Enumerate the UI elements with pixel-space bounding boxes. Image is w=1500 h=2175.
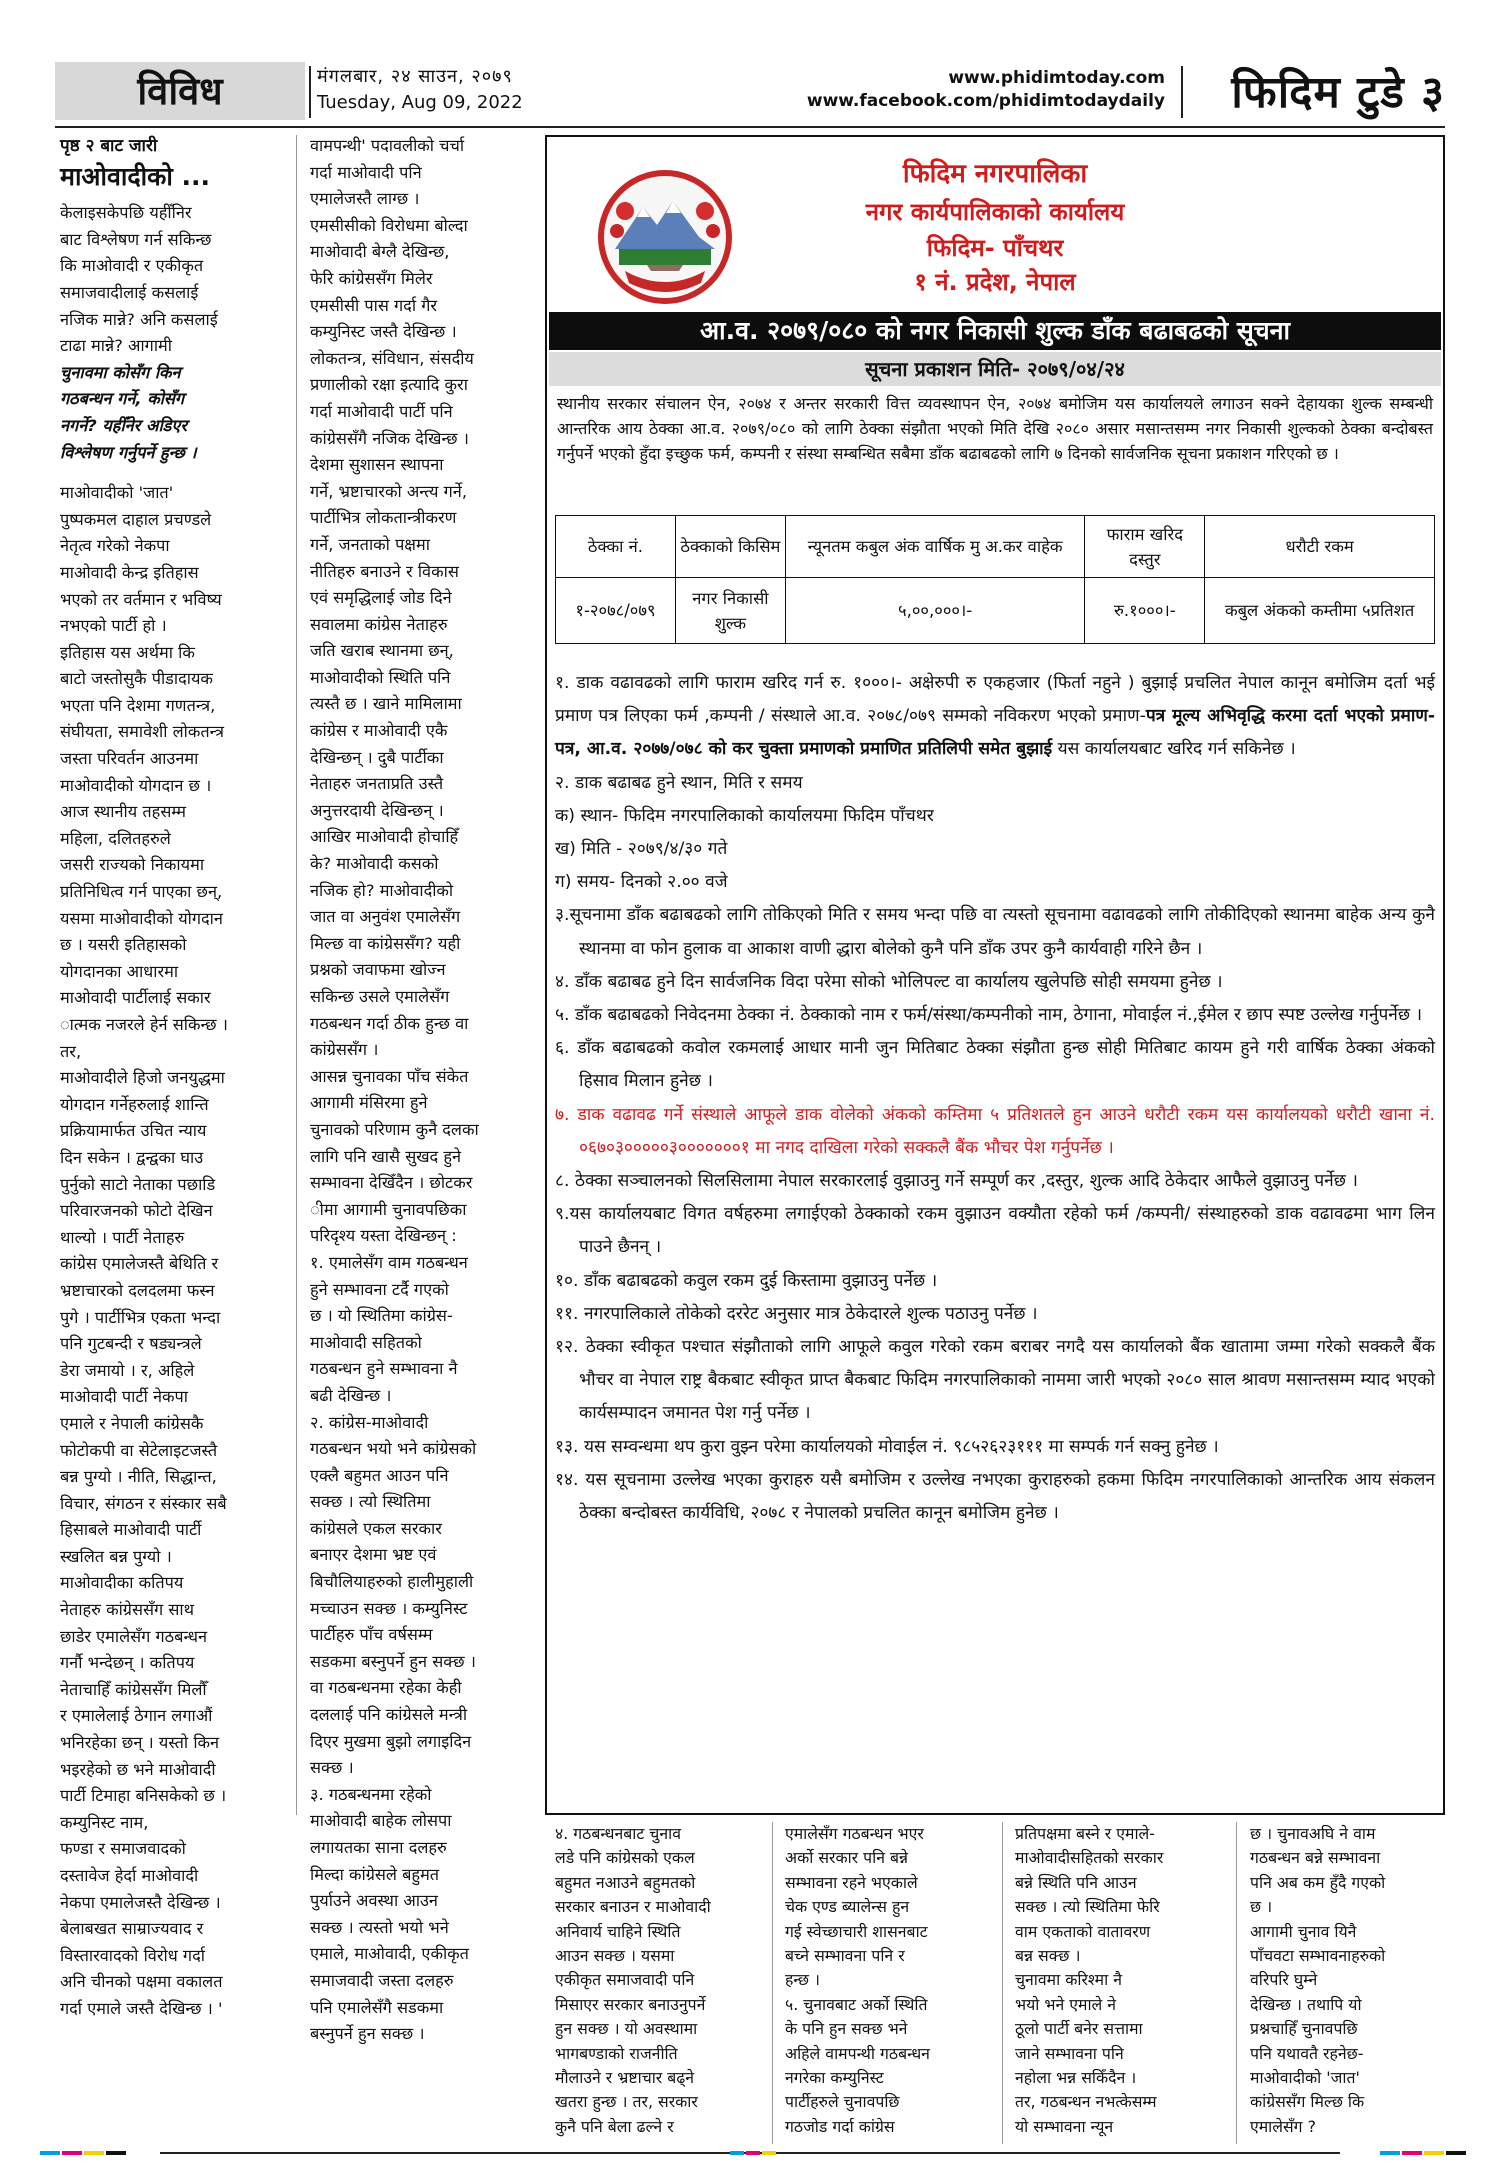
org-name: फिदिम नगरपालिका [902,159,1088,189]
condition-2c: ग) समय- दिनको २.०० वजे [555,872,728,893]
condition-8: ८. ठेक्का सञ्चालनको सिलसिलामा नेपाल सरकारलाई वुझाउनु गर्ने सम्पूर्ण कर ,दस्तुर, शुल्क आदि ठेकेदार आफैले वुझाउनु पर्नेछ । [555,1171,1358,1192]
condition-13: १३. यस सम्वन्धमा थप कुरा वुझ्न परेमा कार्यालयको मोवाईल नं. ९८५२६२३१११ मा सम्पर्क गर्न सक्नु हुनेछ । [555,1436,1219,1457]
article-paragraph: प्रतिपक्षमा बस्ने र एमाले- माओवादीसहितको सरकार बन्ने स्थिति पनि आउन सक्छ । त्यो स्थितिमा फेरि वाम एकताको वातावरण बन्न सक्छ । चुनावमा करिश्मा नै भयो भने एमाले ने ठूलो पार्टी बनेर सत्तामा जाने सम्भावना पनि नहोला भन्न सकिँदैन । तर, गठबन्धन नभत्केसम्म यो सम्भावना न्यून [1015,1824,1164,2136]
article-paragraph: छ । चुनावअघि ने वाम गठबन्धन बन्ने सम्भावना पनि अब कम हुँदै गएको छ । आगामी चुनाव यिनै पाँचवटा सम्भावनाहरुको वरिपरि घुम्ने देखिन्छ । तथापि यो प्रश्नचाहिँ चुनावपछि पनि यथावतै रहनेछ- माओवादीको 'जात' कांग्रेससँग मिल्छ कि एमालेसँग ? [1250,1824,1386,2136]
cyan-mark [40,2151,60,2155]
date-english: Tuesday, Aug 09, 2022 [317,92,523,113]
condition-3: ३.सूचनामा डाँक बढाबढको लागि तोकिएको मिति र समय भन्दा पछि वा त्यस्तो सूचनामा वढावढको लागि तोकीदिएको स्थानमा बाहेक अन्य कुनै स्थानमा वा फोन हुलाक वा आकाश वाणी द्धारा बोलेको कुनै पनि डाँक उपर कुनै कार्यवाही गरिने छैन । [555,905,1435,959]
table-header: ठेक्काको किसिम [675,516,785,578]
table-header-row [556,516,1435,578]
condition-1 [555,667,1435,767]
article-paragraph: केलाइसकेपछि यहीँनिर बाट विश्लेषण गर्न सकिन्छ कि माओवादी र एकीकृत समाजवादीलाई कसलाई नजिक मान्ने? अनि कसलाई टाढा मान्ने? आगामी [60,203,218,356]
table-row [556,578,1435,644]
notice-title: आ.व. २०७९/०८० को नगर निकासी शुल्क डाँक बढाबढको सूचना [549,312,1441,350]
article-column-6 [1250,1822,1445,2139]
column-divider [1002,1822,1003,2144]
table-cell: कबुल अंकको कम्तीमा ५प्रतिशत [1205,578,1435,644]
section-label: विविध [55,62,305,120]
yellow-mark [762,2151,776,2155]
condition-emphasis: पत्र मूल्य अभिवृद्धि करमा दर्ता भएको प्रमाण- पत्र, आ.व. २०७७/०७८ को कर चुक्ता प्रमाणको प्रमाणित प्रतिलिपी समेत बुझाई [555,706,1436,760]
table-cell: १-२०७८/०७९ [556,578,676,644]
notice-conditions [555,667,1435,1530]
header-divider [1181,66,1183,118]
tender-table [555,515,1435,644]
date-nepali: मंगलबार, २४ साउन, २०७९ [317,66,513,87]
article-column-4 [785,1822,985,2139]
article-paragraph: ४. गठबन्धनबाट चुनाव लडे पनि कांग्रेसको एकल बहुमत नआउने बहुमतको सरकार बनाउन र माओवादी अनिवार्य चाहिने स्थिति आउन सक्छ । यसमा एकीकृत समाजवादी पनि मिसाएर सरकार बनाउनुपर्ने हुन सक्छ । यो अवस्थामा भागबण्डाको राजनीति मौलाउने र भ्रष्टाचार बढ्ने खतरा हुन्छ । तर, सरकार कुनै पनि बेला ढल्ने र [555,1824,711,2136]
article-emphasis: चुनावमा कोसँग किन गठबन्धन गर्ने, कोसँग नगर्ने? यहीँनेर अडिएर विश्लेषण गर्नुपर्ने हुन्छ । [60,362,197,462]
office-name: नगर कार्यपालिकाको कार्यालय [865,198,1125,226]
public-notice [545,135,1445,1815]
condition-2b: ख) मिति - २०७९/४/३० गते [555,839,728,860]
black-mark [106,2151,126,2155]
condition-10: १०. डाँक बढाबढको कवुल रकम दुई किस्तामा वुझाउनु पर्नेछ । [555,1270,938,1291]
condition-text: यस कार्यालयबाट खरिद गर्न सकिनेछ । [1057,739,1296,760]
condition-7: ७. डाक वढावढ गर्ने संस्थाले आफूले डाक वोलेको अंकको कम्तिमा ५ प्रतिशतले हुन आउने धरौटी रकम यस कार्यालयको धरौटी खाना नं. ०६७०३०००००३०००००००१ मा नगद दाखिला गरेको सक्कलै बैंक भौचर पेश गर्नुपर्नेछ । [555,1104,1435,1158]
table-header: ठेक्का नं. [556,516,676,578]
table-cell: ५,००,०००।- [785,578,1085,644]
cyan-mark [1380,2151,1400,2155]
notice-intro: स्थानीय सरकार संचालन ऐन, २०७४ र अन्तर सरकारी वित्त व्यवस्थापन ऐन, २०७४ बमोजिम यस कार्यालयले लगाउन सक्ने देहायका शुल्क सम्बन्धी आन्तरिक आय ठेक्का आ.व. २०७९/०८० को लागि ठेक्का संझौता भएको मिति देखि २०८० असार मसान्तसम्म नगर निकासी शुल्कको ठेक्का बन्दोबस्त गर्नुपर्ने भएको हुँदा इच्छुक फर्म, कम्पनी र संस्था सम्बन्धित सबैमा डाँक बढाबढको लागि ७ दिनको सार्वजनिक सूचना प्रकाशन गरिएको छ । [557,394,1433,463]
column-divider [296,135,297,1815]
header-divider [309,66,311,118]
condition-9: ९.यस कार्यालयबाट विगत वर्षहरुमा लगाईएको ठेक्काको रकम वुझाउन वक्यौता रहेको फर्म /कम्पनी/ संस्थाहरुको डाक वढावढमा भाग लिन पाउने छैनन् । [555,1204,1435,1258]
condition-2: २. डाक बढाबढ हुने स्थान, मिति र समय [555,772,803,793]
office-province: १ नं. प्रदेश, नेपाल [914,268,1076,296]
yellow-mark [84,2151,104,2155]
yellow-mark [1424,2151,1444,2155]
table-header: धरौटी रकम [1205,516,1435,578]
article-paragraph: एमालेसँग गठबन्धन भएर अर्को सरकार पनि बन्ने सम्भावना रहने भएकाले चेक एण्ड ब्यालेन्स हुन गई स्वेच्छाचारी शासनबाट बच्ने सम्भावना पनि र हन्छ । ५. चुनावबाट अर्को स्थिति के पनि हुन सक्छ भने अहिले वामपन्थी गठबन्धन नगरेका कम्युनिस्ट पार्टीहरुले चुनावपछि गठजोड गर्दा कांग्रेस [785,1824,930,2136]
condition-12: १२. ठेक्का स्वीकृत पश्चात संझौताको लागि आफूले कवुल गरेको रकम बराबर नगदै यस कार्यालको बैंक खातामा जम्मा गरेको सक्कलै बैंक भौचर वा नेपाल राष्ट्र बैकबाट स्वीकृत प्राप्त बैकबाट फिदिम नगरपालिकाको नाममा जारी भएको २०८० साल श्रावण मसान्तसम्म म्याद भएको कार्यसम्पादन जमानत पेश गर्नु पर्नेछ । [555,1337,1435,1424]
magenta-mark [62,2151,82,2155]
paper-name-page-number: फिदिम टुडे ३ [1231,67,1445,118]
column-divider [772,1822,773,2144]
facebook-url[interactable]: www.facebook.com/phidimtodaydaily [806,91,1165,111]
column-divider [1236,1822,1237,2144]
table-header: न्यूनतम कबुल अंक वार्षिक मु अ.कर वाहेक [785,516,1085,578]
condition-5: ५. डाँक बढाबढको निवेदनमा ठेक्का नं. ठेक्काको नाम र फर्म/संस्था/कम्पनीको नाम, ठेगाना, मोवाईल नं.,ईमेल र छाप स्पष्ट उल्लेख गर्नुपर्नेछ । [555,1005,1423,1026]
article-paragraph: वामपन्थी' पदावलीको चर्चा गर्दा माओवादी पनि एमालेजस्तै लाग्छ । एमसीसीको विरोधमा बोल्दा माओवादी बेग्लै देखिन्छ, फेरि कांग्रेससँग मिलेर एमसीसी पास गर्दा गैर कम्युनिस्ट जस्तै देखिन्छ । लोकतन्त्र, संविधान, संसदीय प्रणालीको रक्षा इत्यादि कुरा गर्दा माओवादी पार्टी पनि कांग्रेससँगै नजिक देखिन्छ । देशमा सुशासन स्थापना गर्ने, भ्रष्टाचारको अन्त्य गर्ने, पार्टीभित्र लोकतान्त्रीकरण गर्ने, जनताको पक्षमा नीतिहरु बनाउने र विकास एवं समृद्धिलाई जोड दिने सवालमा कांग्रेस नेताहरु जति खराब स्थानमा छन्, माओवादीको स्थिति पनि त्यस्तै छ । खाने मामिलामा कांग्रेस र माओवादी एकै देखिन्छन् । दुबै पार्टीका नेताहरु जनताप्रति उस्तै अनुत्तरदायी देखिन्छन् । आखिर माओवादी होचाहिँ के? माओवादी कसको नजिक हो? माओवादीको जात वा अनुवंश एमालेसँग मिल्छ वा कांग्रेससँग? यही प्रश्नको जवाफमा खोज्न सकिन्छ उसले एमालेसँग गठबन्धन गर्दा ठीक हुन्छ वा कांग्रेससँग । आसन्न चुनावका पाँच संकेत आगामी मंसिरमा हुने चुनावको परिणाम कुनै दलका लागि पनि खासै सुखद हुने सम्भावना देखिँदैन । छोटकर ीमा आगामी चुनावपछिका परिदृश्य यस्ता देखिन्छन् : १. एमालेसँग वाम गठबन्धन हुने सम्भावना टर्दै गएको छ । यो स्थितिमा कांग्रेस- माओवादी सहितको गठबन्धन हुने सम्भावना नै बढी देखिन्छ । २. कांग्रेस-माओवादी गठबन्धन भयो भने कांग्रेसको एक्लै बहुमत आउन पनि सक्छ । त्यो स्थितिमा कांग्रेसले एकल सरकार बनाएर देशमा भ्रष्ट एवं बिचौलियाहरुको हालीमुहाली मच्चाउन सक्छ । कम्युनिस्ट पार्टीहरु पाँच वर्षसम्म सडकमा बस्नुपर्ने हुन सक्छ । वा गठबन्धनमा रहेका केही दललाई पनि कांग्रेसले मन्त्री दिएर मुखमा बुझो लगाइदिन सक्छ । ३. गठबन्धनमा रहेको माओवादी बाहेक लोसपा लगायतका साना दलहरु मिल्दा कांग्रेसले बहुमत पुर्याउने अवस्था आउन सक्छ । त्यस्तो भयो भने एमाले, माओवादी, एकीकृत समाजवादी जस्ता दलहरु पनि एमालेसँगै सडकमा बस्नुपर्ने हुन सक्छ । [310,136,479,2044]
article-column-3 [555,1822,760,2139]
article-paragraph: माओवादीको 'जात' पुष्पकमल दाहाल प्रचण्डले नेतृत्व गरेको नेकपा माओवादी केन्द्र इतिहास भएको तर वर्तमान र भविष्य नभएको पार्टी हो । इतिहास यस अर्थमा कि बाटो जस्तोसुकै पीडादायक भएता पनि देशमा गणतन्त्र, संघीयता, समावेशी लोकतन्त्र जस्ता परिवर्तन आउनमा माओवादीको योगदान छ । आज स्थानीय तहसम्म महिला, दलितहरुले जसरी राज्यको निकायमा प्रतिनिधित्व गर्न पाएका छन्, यसमा माओवादीको योगदान छ । यसरी इतिहासको योगदानका आधारमा माओवादी पार्टीलाई सकार ात्मक नजरले हेर्न सकिन्छ । तर, माओवादीले हिजो जनयुद्धमा योगदान गर्नेहरुलाई शान्ति प्रक्रियामार्फत उचित न्याय दिन सकेन । द्वन्द्वका घाउ पुर्नुको साटो नेताका पछाडि परिवारजनको फोटो देखिन थाल्यो । पार्टी नेताहरु कांग्रेस एमालेजस्तै बेथिति र भ्रष्टाचारको दलदलमा फस्न पुगे । पार्टीभित्र एकता भन्दा पनि गुटबन्दी र षड्यन्त्रले डेरा जमायो । र, अहिले माओवादी पार्टी नेकपा एमाले र नेपाली कांग्रेसकै फोटोकपी वा सेटेलाइटजस्तै बन्न पुग्यो । नीति, सिद्धान्त, विचार, संगठन र संस्कार सबै हिसाबले माओवादी पार्टी स्खलित बन्न पुग्यो । माओवादीका कतिपय नेताहरु कांग्रेससँग साथ छाडेर एमालेसँग गठबन्धन गर्नौ भन्देछन् । कतिपय नेताचाहिँ कांग्रेससँग मिलौँ र एमालेलाई ठेगान लगाऔं भनिरहेका छन् । यस्तो किन भइरहेको छ भने माओवादी पार्टी टिमाहा बनिसकेको छ । कम्युनिस्ट नाम, फण्डा र समाजवादको दस्तावेज हेर्दा माओवादी नेकपा एमालेजस्तै देखिन्छ । बेलाबखत साम्राज्यवाद र विस्तारवादको विरोध गर्दा अनि चीनको पक्षमा वकालत गर्दा एमाले जस्तै देखिन्छ । ' [60,483,228,2018]
continued-from: पृष्ठ २ बाट जारी [60,136,158,156]
table-cell: रु.१०००।- [1085,578,1205,644]
masthead-rule [55,126,1445,128]
print-registration-strip [0,2148,1500,2158]
publication-date: सूचना प्रकाशन मिति- २०७९/०४/२४ [549,352,1441,386]
notice-header [547,155,1443,299]
black-mark [1446,2151,1466,2155]
condition-6: ६. डाँक बढाबढको कवोल रकमलाई आधार मानी जुन मितिबाट ठेक्का संझौता हुन्छ सोही मितिबाट कायम हुने गरी वार्षिक ठेक्का अंकको हिसाव मिलान हुनेछ । [555,1038,1435,1092]
magenta-mark [1402,2151,1422,2155]
article-column-2 [310,133,520,2048]
magenta-mark [746,2151,760,2155]
condition-2a: क) स्थान- फिदिम नगरपालिकाको कार्यालयमा फिदिम पाँचथर [555,805,934,826]
condition-text: १. डाक वढावढको लागि फाराम खरिद गर्न रु. १०००।- अक्षेरुपी रु एकहजार (फिर्ता नहुने ) बुझाई प्रचलित नेपाल कानून बमोजिम दर्ता भई प्रमाण पत्र लिएका फर्म ,कम्पनी / संस्थाले आ.व. २०७८/०७९ सम्मको नविकरण भएको प्रमाण- [555,673,1435,727]
table-header: फाराम खरिद दस्तुर [1085,516,1205,578]
website-url[interactable]: www.phidimtoday.com [948,68,1165,88]
condition-4: ४. डाँक बढाबढ हुने दिन सार्वजनिक विदा परेमा सोको भोलिपल्ट वा कार्यालय खुलेपछि सोही समयमा हुनेछ । [555,971,1223,992]
cyan-mark [730,2151,744,2155]
article-title: माओवादीको ... [60,161,210,191]
table-cell: नगर निकासी शुल्क [675,578,785,644]
article-column-1 [60,133,235,2023]
condition-11: ११. नगरपालिकाले तोकेको दररेट अनुसार मात्र ठेकेदारले शुल्क पठाउनु पर्नेछ । [555,1303,1038,1324]
article-column-5 [1015,1822,1225,2139]
masthead [55,62,1445,124]
office-place: फिदिम- पाँचथर [926,234,1064,262]
condition-14: १४. यस सूचनामा उल्लेख भएका कुराहरु यसै बमोजिम र उल्लेख नभएका कुराहरुको हकमा फिदिम नगरपालिकाको आन्तरिक आय संकलन ठेक्का बन्दोबस्त कार्यविधि, २०७८ र नेपालको प्रचलित कानून बमोजिम हुनेछ । [555,1469,1435,1524]
